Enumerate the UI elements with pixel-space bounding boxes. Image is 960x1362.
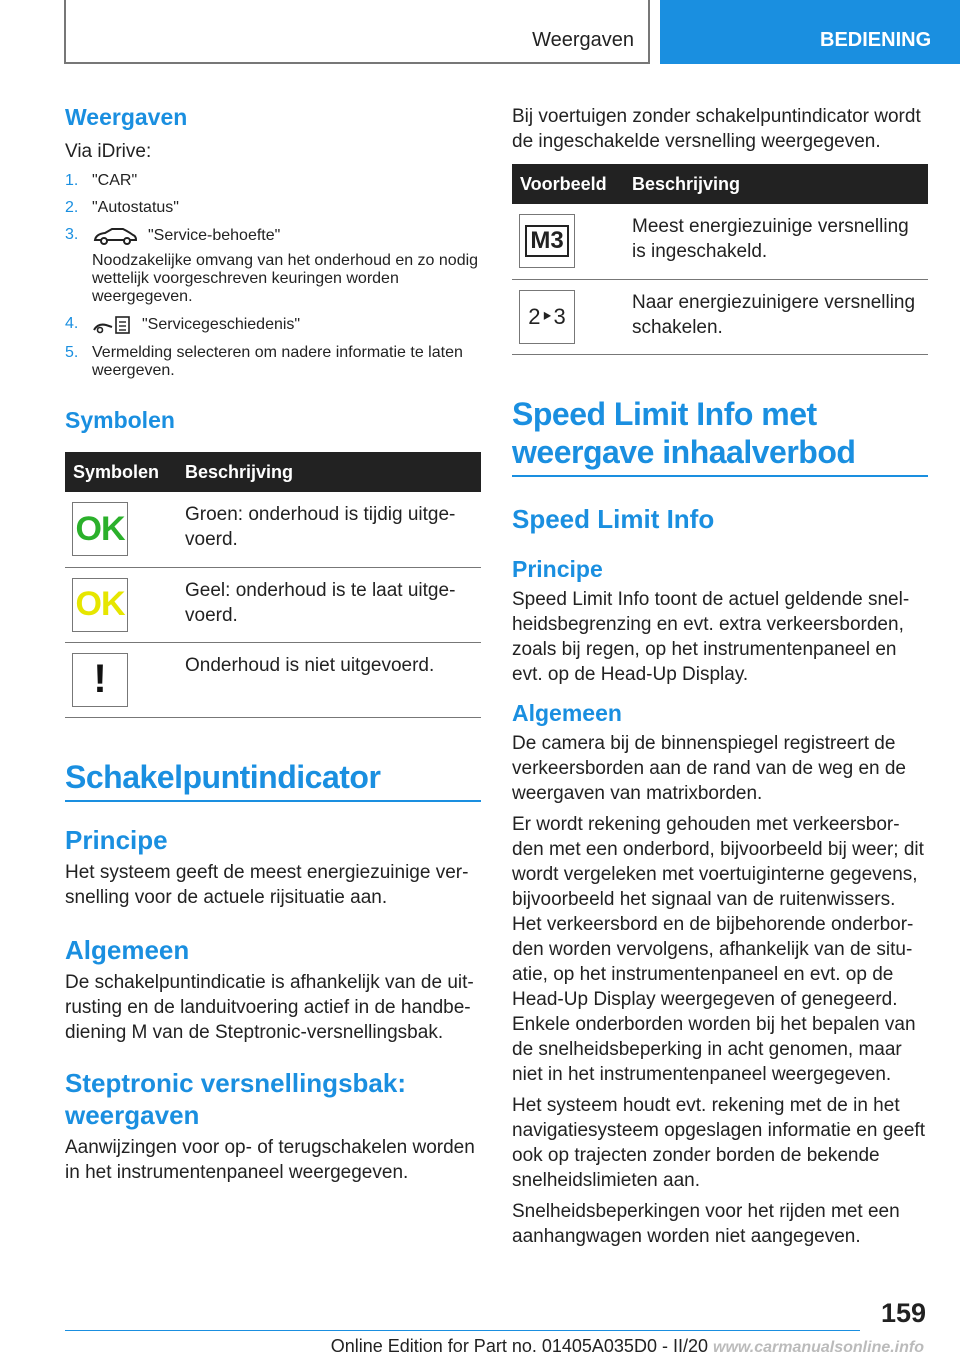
steptronic-text: Aanwijzingen voor op- of terugschakelen worden in het instrumentenpaneel weergegeven. xyxy=(65,1136,475,1183)
sli-algemeen-p1: De camera bij de binnenspiegel registreert de verkeersborden aan de rand van de weg en de weergaven van matrixborden. xyxy=(512,732,906,804)
step-text: "CAR" xyxy=(92,172,138,189)
step-item xyxy=(65,344,481,380)
heading-schakelpuntindicator: Schakelpuntindicator xyxy=(65,758,481,802)
step-item xyxy=(65,199,481,217)
table-row xyxy=(65,567,481,642)
step-item xyxy=(65,172,481,190)
symbol-table xyxy=(65,452,481,718)
table-cell-description: Naar energiezuinigere versnelling schakelen. xyxy=(624,279,928,354)
heading-algemeen: Algemeen xyxy=(65,934,190,965)
step-text: "Service-behoefte" xyxy=(148,227,281,244)
header-section-box xyxy=(64,0,650,64)
heading-principe-right: Principe xyxy=(512,555,603,582)
footer-edition-text: Online Edition for Part no. 01405A035D0 - II/20 xyxy=(330,1336,708,1356)
example-table xyxy=(512,164,928,355)
header-chapter-label: BEDIENING xyxy=(820,29,932,51)
ok-green-icon: OK xyxy=(72,502,128,556)
car-service-icon xyxy=(92,226,138,246)
table-cell-description: Onderhoud is niet uitgevoerd. xyxy=(177,642,481,717)
shift-up-icon: 2‣3 xyxy=(519,290,575,344)
step-number: 1. xyxy=(65,172,79,189)
header-chapter-tab xyxy=(660,0,960,64)
sli-algemeen-p2: Er wordt rekening gehouden met verkeersbor-den met een onderbord, bijvoorbeeld bij weer; dit wordt vergeleken met voertuiginterne gegevens, bijvoorbeeld het signaal van de ruitenwissers. Het verkeersbord en de bijbehorende onderbor-den worden vervolgens, afhankelijk van de situ-atie, op het instrumentenpaneel en evt. op de Head-Up Display weergegeven of genegeerd. Enkele onderborden worden bij het bepalen van de snelheidsbeperking in acht genomen, maar niet in het instrumentenpaneel weergegeven. xyxy=(512,813,924,1085)
table-row xyxy=(512,204,928,279)
description-col-header: Beschrijving xyxy=(177,452,481,492)
step-item xyxy=(65,315,481,335)
heading-symbolen: Symbolen xyxy=(65,407,175,433)
step-number: 4. xyxy=(65,315,79,332)
service-history-icon xyxy=(92,315,132,335)
step-text: "Servicegeschiedenis" xyxy=(142,316,301,333)
step-number: 3. xyxy=(65,226,79,243)
algemeen-text: De schakelpuntindicatie is afhankelijk van de uit-rusting en de landuitvoering actief in de handbe-diening M van de Steptronic-versnellingsbak. xyxy=(65,971,474,1043)
table-cell-description: Meest energiezuinige versnelling is ingeschakeld. xyxy=(624,204,928,279)
heading-steptronic: Steptronic versnellingsbak: weergaven xyxy=(65,1067,406,1130)
footer-watermark: www.carmanualsonline.info xyxy=(713,1339,924,1356)
table-row xyxy=(512,279,928,354)
step-extra-text: Noodzakelijke omvang van het onderhoud en zo nodig wettelijk voorgeschreven keuringen worden weergegeven. xyxy=(92,252,479,305)
table-cell-description: Groen: onderhoud is tijdig uitge-voerd. xyxy=(177,492,481,567)
step-text: Vermelding selecteren om nadere informatie te laten weergeven. xyxy=(92,344,463,379)
heading-speed-limit: Speed Limit Info met weergave inhaalverbod xyxy=(512,395,928,477)
symbol-col-header: Symbolen xyxy=(65,452,177,492)
principe-text: Het systeem geeft de meest energiezuinige ver-snelling voor de actuele rijsituatie aan. xyxy=(65,861,469,908)
step-item xyxy=(65,226,481,306)
via-idrive-text: Via iDrive: xyxy=(65,141,152,162)
table-cell-description: Geel: onderhoud is te laat uitge-voerd. xyxy=(177,567,481,642)
page-header xyxy=(0,0,960,66)
description-col-header: Beschrijving xyxy=(624,164,928,204)
sli-algemeen-p3: Het systeem houdt evt. rekening met de in het navigatiesysteem opgeslagen informatie en geeft ook op trajecten zonder borden de bekende snelheidslimieten aan. xyxy=(512,1094,925,1191)
intro-text: Bij voertuigen zonder schakelpuntindicator wordt de ingeschakelde versnelling weergegeven. xyxy=(512,106,921,152)
table-row xyxy=(65,642,481,717)
ok-yellow-icon: OK xyxy=(72,578,128,632)
right-column xyxy=(512,100,928,1249)
sli-principe-text: Speed Limit Info toont de actuel geldende snel-heidsbegrenzing en evt. extra verkeersborden, zoals bij regen, op het instrumentenpaneel en evt. op de Head-Up Display. xyxy=(512,588,910,685)
step-number: 2. xyxy=(65,199,79,216)
heading-algemeen-right: Algemeen xyxy=(512,699,622,726)
footer-divider xyxy=(65,1330,860,1331)
footer-edition xyxy=(331,1336,924,1357)
exclamation-icon: ! xyxy=(72,653,128,707)
sli-algemeen-p4: Snelheidsbeperkingen voor het rijden met een aanhangwagen worden niet aangegeven. xyxy=(512,1200,900,1247)
header-section-title: Weergaven xyxy=(532,29,634,51)
step-text: "Autostatus" xyxy=(92,199,179,216)
heading-weergaven: Weergaven xyxy=(65,104,188,130)
step-number: 5. xyxy=(65,344,79,361)
heading-sli: Speed Limit Info xyxy=(512,503,715,534)
steps-list xyxy=(65,172,481,380)
gear-m3-icon: M3 xyxy=(519,214,575,268)
page-number: 159 xyxy=(880,1298,926,1328)
table-row xyxy=(65,492,481,567)
example-col-header: Voorbeeld xyxy=(512,164,624,204)
left-column xyxy=(65,100,481,1185)
heading-principe: Principe xyxy=(65,824,168,855)
